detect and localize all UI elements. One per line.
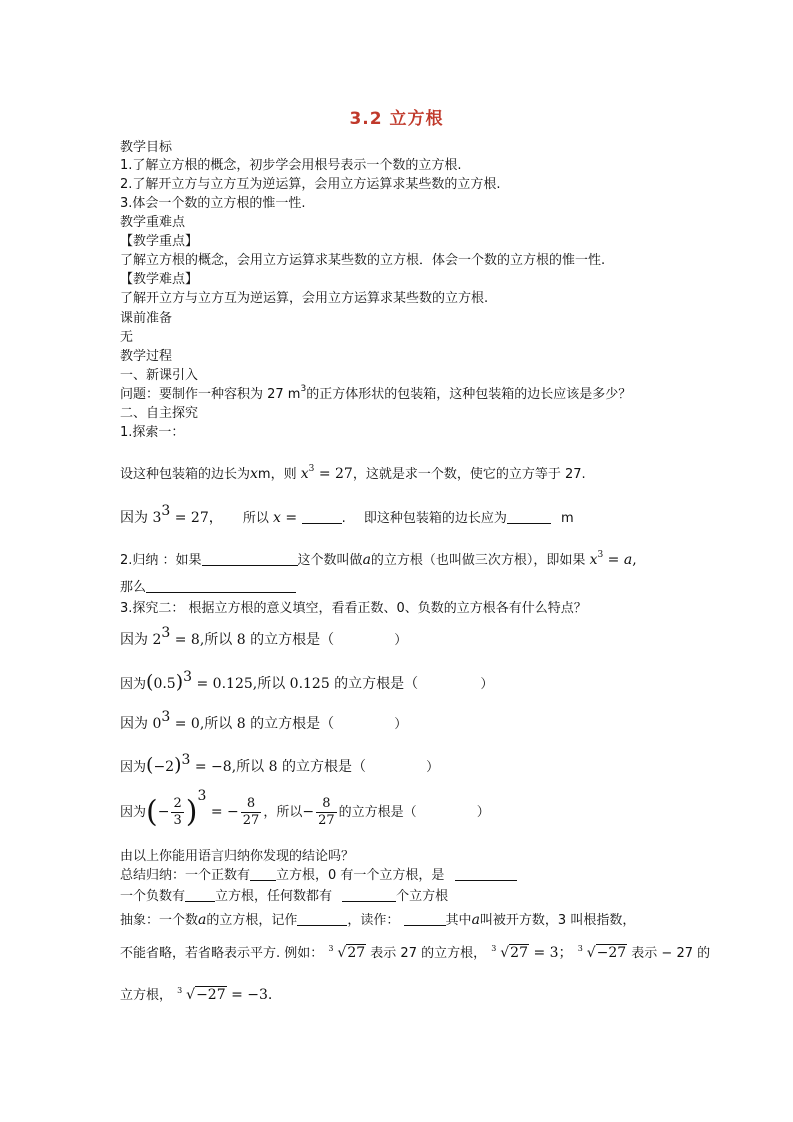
difficult-point-heading: 【教学难点】 [120,272,199,287]
section-preparation: 课前准备 [120,311,173,326]
summary-line-5: 立方根， 3 √−27 = −3. [120,986,273,1003]
section-process: 教学过程 [120,349,173,364]
answer-blank-x[interactable] [302,510,342,524]
explore-1-heading: 1.探索一： [120,425,185,440]
answer-blank-any[interactable] [342,888,396,902]
explore-2-heading: 3.探究二： 根据立方根的意义填空，看看正数、0、负数的立方根各有什么特点？ [120,601,587,616]
section-key-difficult: 教学重难点 [120,215,186,230]
section-teaching-goals: 教学目标 [120,140,173,155]
answer-blank-reading[interactable] [404,912,446,926]
answer-blank-zero[interactable] [455,867,517,881]
key-point-text: 了解立方根的概念，会用立方运算求某些数的立方根．体会一个数的立方根的惟一性. [120,253,606,268]
goal-1: 1.了解立方根的概念，初步学会用根号表示一个数的立方根. [120,158,462,173]
problem-text: 问题：要制作一种容积为 27 $m^3$的正方体形状的包装箱，这种包装箱的边长应该是多少？ [120,384,632,402]
because-line-1: 因为 $3^3 = 27$， 所以 x = . 即这种包装箱的边长应为 m [120,503,574,526]
answer-blank-condition[interactable] [202,552,298,566]
induce-line: 2.归纳 ：如果 这个数叫做a的立方根（也叫做三次方根），即如果 $x^3 = a$, [120,550,637,568]
summary-line-3: 抽象：一个数a的立方根，记作 ，读作： 其中a叫被开方数，3 叫根指数， [120,912,636,928]
summary-question: 由以上你能用语言归纳你发现的结论吗？ [120,849,355,864]
case-5: 因为(− $\frac{2}{3}$ )$^3$ = − $\frac{8}{27}$ ，所以− $\frac{8}{27}$ 的立方根是（ ） [120,788,490,830]
case-3: 因为 $0^3 = 0$,所以 8 的立方根是（ ） [120,709,408,732]
key-point-heading: 【教学重点】 [120,234,199,249]
answer-blank-notation[interactable] [297,912,347,926]
answer-blank-negative[interactable] [185,888,215,902]
answer-blank-then[interactable] [146,579,296,593]
case-4: 因为$(-2)^3 = -8$,所以 8 的立方根是（ ） [120,752,440,776]
new-lesson-heading: 一、新课引入 [120,368,199,383]
answer-blank-edge[interactable] [507,510,551,524]
page-title: 3.2 立方根 [349,109,444,129]
case-1: 因为 $2^3 = 8$,所以 8 的立方根是（ ） [120,625,408,648]
goal-3: 3.体会一个数的立方根的惟一性. [120,196,306,211]
case-2: 因为$(0.5)^3 = 0.125$,所以 0.125 的立方根是（ ） [120,669,494,693]
summary-line-1: 总结归纳：一个正数有 立方根，0 有一个立方根，是 [120,867,517,885]
answer-blank-positive[interactable] [250,867,276,881]
preparation-text: 无 [120,330,134,345]
explore-1-text: 设这种包装箱的边长为xm，则 $x^3 = 27$，这就是求一个数，使它的立方等于 27. [120,464,586,482]
summary-line-2: 一个负数有 立方根，任何数都有 个立方根 [120,889,449,904]
difficult-point-text: 了解开立方与立方互为逆运算，会用立方运算求某些数的立方根. [120,291,489,306]
goal-2: 2.了解开立方与立方互为逆运算，会用立方运算求某些数的立方根. [120,177,501,192]
induce-then: 那么 [120,579,296,597]
summary-line-4: 不能省略，若省略表示平方. 例如： 3 √27 表示 27 的立方根， 3 √27 = 3； 3 √−27 表示 − 27 的 [120,944,711,961]
self-explore-heading: 二、自主探究 [120,406,199,421]
